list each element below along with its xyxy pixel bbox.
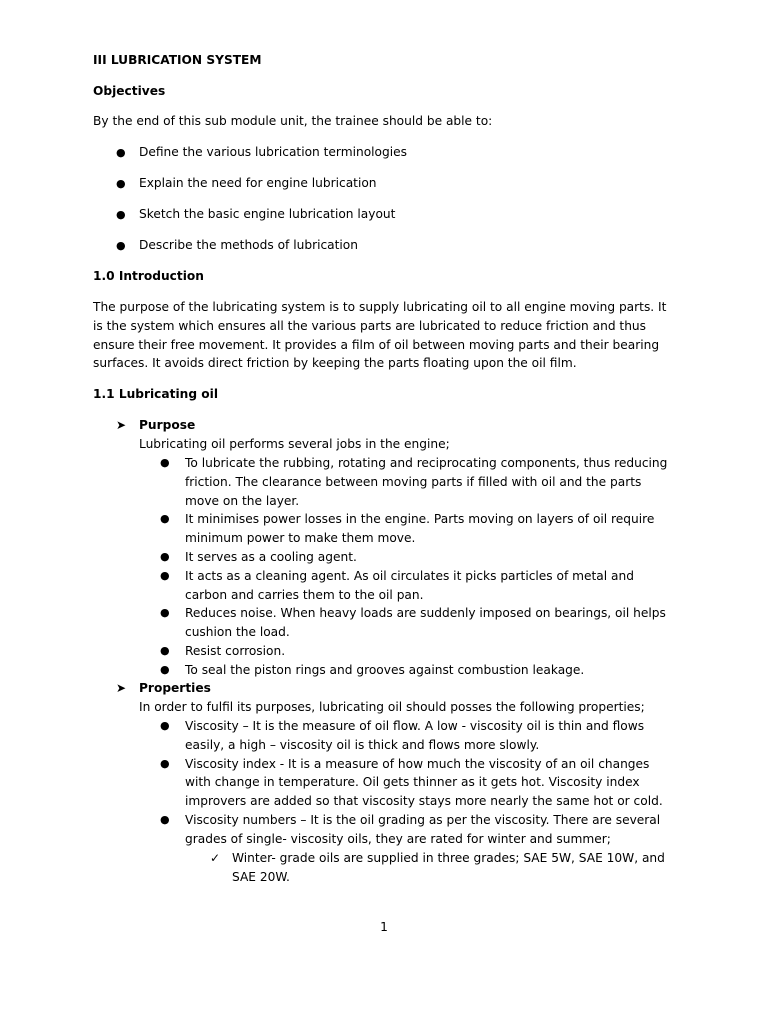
list-item-text: Viscosity numbers – It is the oil grading as per the viscosity. There are several grades of single- viscosity oils, they are rated for winter and summer;	[185, 812, 661, 846]
bullet-icon: ●	[160, 643, 170, 657]
check-icon: ✓	[210, 851, 221, 865]
arrow-bullet-icon: ➤	[116, 681, 127, 695]
list-item	[160, 604, 672, 642]
bullet-icon: ●	[160, 812, 170, 826]
bullet-icon: ●	[160, 549, 170, 563]
objective-text: Describe the methods of lubrication	[139, 238, 358, 252]
list-item-text: It minimises power losses in the engine. Parts moving on layers of oil require minimum power to make them move.	[185, 512, 655, 546]
purpose-intro: Lubricating oil performs several jobs in the engine;	[139, 437, 450, 451]
objective-text: Sketch the basic engine lubrication layout	[139, 207, 396, 221]
bullet-icon: ●	[160, 756, 170, 770]
purpose-list	[160, 454, 672, 680]
bullet-icon: ●	[116, 239, 126, 252]
bullet-icon: ●	[160, 456, 170, 469]
bullet-icon: ●	[116, 146, 126, 159]
document-title: III LUBRICATION SYSTEM	[93, 53, 262, 67]
objectives-heading: Objectives	[93, 84, 166, 98]
list-item	[160, 755, 672, 811]
list-item-text: Viscosity index - It is a measure of how much the viscosity of an oil changes with change in temperature. Oil gets thinner as it gets hot. Viscosity index improvers are added so that viscosity stays more nearly the same hot or cold.	[185, 756, 663, 809]
arrow-bullet-icon: ➤	[116, 418, 127, 432]
objective-text: Define the various lubrication terminologies	[139, 145, 407, 159]
bullet-icon: ●	[160, 719, 170, 732]
properties-title: Properties	[139, 681, 211, 695]
list-item	[160, 811, 672, 849]
objective-item	[116, 236, 656, 255]
page-number: 1	[380, 920, 388, 934]
objective-item	[116, 143, 656, 162]
bullet-icon: ●	[116, 177, 126, 190]
bullet-icon: ●	[160, 512, 170, 526]
list-item	[160, 510, 672, 548]
list-item-text: To seal the piston rings and grooves against combustion leakage.	[185, 662, 585, 677]
list-item-text: It serves as a cooling agent.	[185, 549, 357, 564]
introduction-heading: 1.0 Introduction	[93, 269, 204, 283]
list-item	[160, 661, 672, 680]
winter-grade-text: Winter- grade oils are supplied in three grades; SAE 5W, SAE 10W, and SAE 20W.	[232, 851, 665, 884]
purpose-title: Purpose	[139, 418, 196, 432]
properties-list	[160, 717, 672, 849]
bullet-icon: ●	[160, 606, 170, 620]
list-item	[160, 567, 672, 605]
objective-item	[116, 205, 656, 224]
list-item-text: Reduces noise. When heavy loads are suddenly imposed on bearings, oil helps cushion the load.	[185, 606, 666, 640]
objective-item	[116, 174, 656, 193]
list-item	[160, 717, 672, 755]
objective-text: Explain the need for engine lubrication	[139, 176, 377, 190]
list-item-text: Resist corrosion.	[185, 643, 286, 658]
lubricating-oil-heading: 1.1 Lubricating oil	[93, 387, 219, 401]
bullet-icon: ●	[160, 568, 170, 582]
bullet-icon: ●	[160, 662, 170, 676]
list-item-text: To lubricate the rubbing, rotating and reciprocating components, thus reducing friction. The clearance between moving parts if filled with oil and the parts move on the layer.	[185, 456, 668, 508]
bullet-icon: ●	[116, 208, 126, 221]
list-item	[160, 548, 672, 567]
list-item	[160, 642, 672, 661]
list-item-text: Viscosity – It is the measure of oil flow. A low - viscosity oil is thin and flows easily, a high – viscosity oil is thick and flows more slowly.	[185, 719, 645, 752]
introduction-paragraph: The purpose of the lubricating system is to supply lubricating oil to all engine moving parts. It is the system which ensures all the various parts are lubricated to reduce friction and thus ensure their free movement. It provides a film of oil between moving parts and their bearing surfaces. It avoids direct friction by keeping the parts floating upon the oil film.	[93, 300, 667, 371]
winter-grade-item	[210, 849, 680, 887]
properties-intro: In order to fulfil its purposes, lubricating oil should posses the following properties;	[139, 700, 645, 714]
list-item-text: It acts as a cleaning agent. As oil circulates it picks particles of metal and carbon and carries them to the oil pan.	[185, 568, 634, 602]
objectives-intro: By the end of this sub module unit, the trainee should be able to:	[93, 114, 493, 128]
list-item	[160, 454, 672, 510]
